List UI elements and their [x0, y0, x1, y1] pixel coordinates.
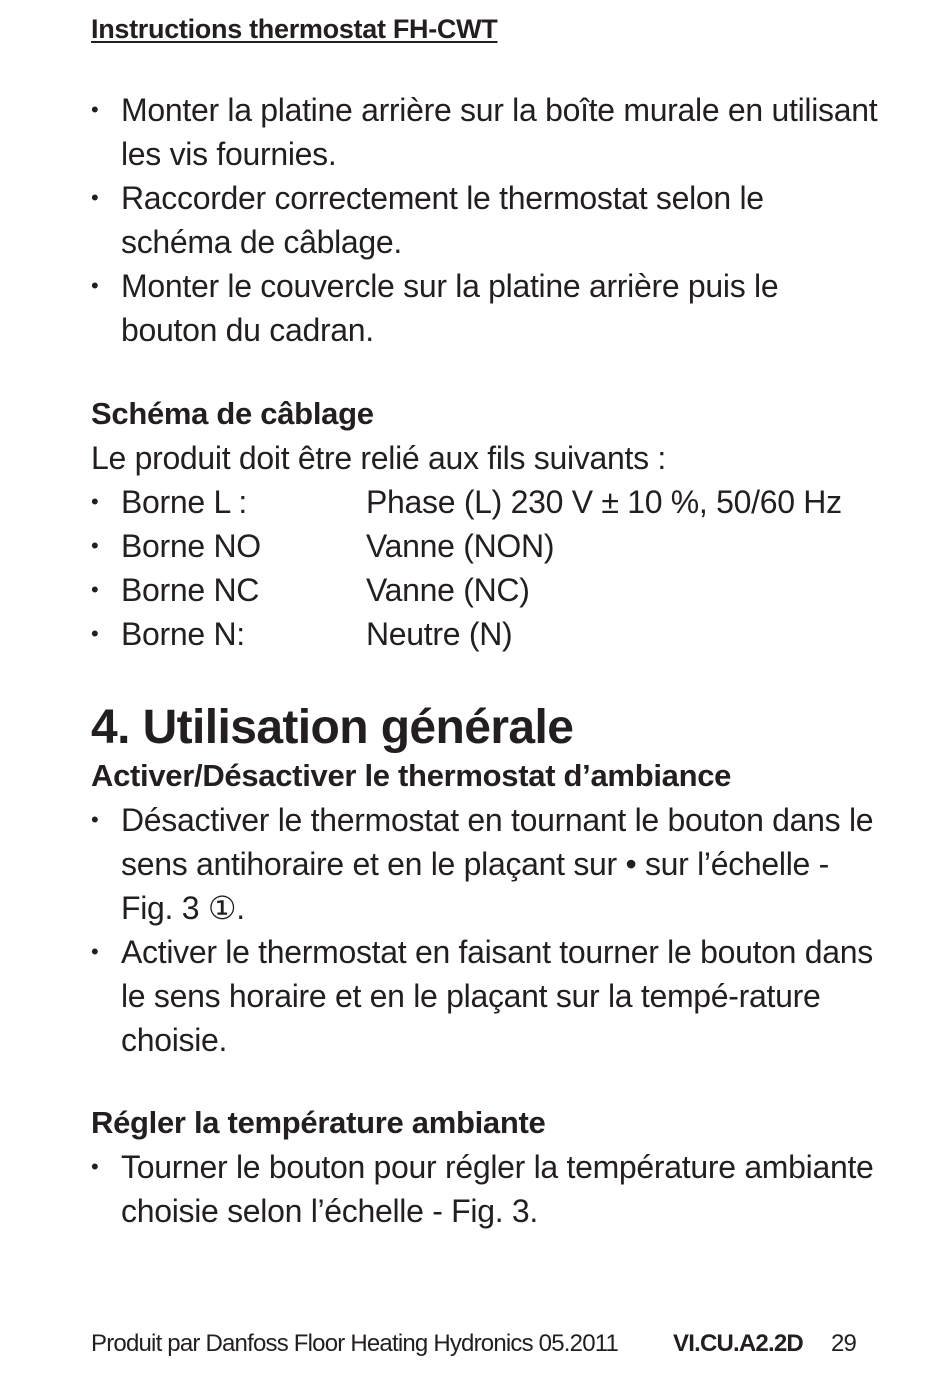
bullet-icon: • — [91, 939, 99, 964]
toggle-steps-list — [91, 798, 881, 1062]
list-item — [91, 1145, 881, 1233]
bullet-icon: • — [91, 577, 99, 602]
list-item-text: Monter la platine arrière sur la boîte murale en utilisant les vis fournies. — [121, 92, 878, 172]
terminal-row — [91, 568, 881, 612]
wiring-terminals-list — [91, 480, 881, 656]
temperature-steps-list — [91, 1145, 881, 1233]
list-item — [91, 930, 881, 1062]
terminal-value: Vanne (NON) — [366, 528, 555, 564]
installation-steps-list — [91, 88, 881, 352]
list-item-text: Raccorder correctement le thermostat selon le schéma de câblage. — [121, 180, 764, 260]
footer-doc-code: VI.CU.A2.2D — [673, 1330, 803, 1357]
temperature-heading: Régler la température ambiante — [91, 1105, 546, 1140]
list-item-text: Désactiver le thermostat en tournant le bouton dans le sens antihoraire et en le plaçant sur • sur l’échelle - Fig. 3 ①. — [121, 802, 874, 926]
page-number: 29 — [831, 1330, 857, 1357]
page-footer — [91, 1330, 881, 1366]
bullet-icon: • — [91, 185, 99, 210]
chapter-title: 4. Utilisation générale — [91, 701, 574, 754]
list-item-text: Tourner le bouton pour régler la température ambiante choisie selon l’échelle - Fig. 3. — [121, 1149, 874, 1229]
bullet-icon: • — [91, 1154, 99, 1179]
toggle-heading: Activer/Désactiver le thermostat d’ambiance — [91, 758, 732, 793]
wiring-heading: Schéma de câblage — [91, 396, 374, 431]
terminal-label: Borne L : — [121, 484, 247, 520]
bullet-icon: • — [91, 533, 99, 558]
list-item — [91, 264, 881, 352]
list-item-text: Activer le thermostat en faisant tourner le bouton dans le sens horaire et en le plaçant sur la tempé-rature choisie. — [121, 934, 873, 1058]
terminal-row — [91, 612, 881, 656]
bullet-icon: • — [91, 489, 99, 514]
list-item — [91, 176, 881, 264]
list-item-text: Monter le couvercle sur la platine arrière puis le bouton du cadran. — [121, 268, 779, 348]
terminal-value: Phase (L) 230 V ± 10 %, 50/60 Hz — [366, 484, 842, 520]
terminal-row — [91, 480, 881, 524]
wiring-intro: Le produit doit être relié aux fils suivants : — [91, 440, 666, 476]
terminal-label: Borne N: — [121, 616, 245, 652]
list-item — [91, 798, 881, 930]
terminal-value: Vanne (NC) — [366, 572, 530, 608]
terminal-label: Borne NO — [121, 528, 261, 564]
bullet-icon: • — [91, 621, 99, 646]
terminal-row — [91, 524, 881, 568]
terminal-value: Neutre (N) — [366, 616, 513, 652]
terminal-label: Borne NC — [121, 572, 260, 608]
bullet-icon: • — [91, 807, 99, 832]
bullet-icon: • — [91, 273, 99, 298]
footer-producer: Produit par Danfoss Floor Heating Hydronics 05.2011 — [91, 1330, 619, 1357]
bullet-icon: • — [91, 97, 99, 122]
list-item — [91, 88, 881, 176]
document-title: Instructions thermostat FH-CWT — [91, 14, 498, 44]
